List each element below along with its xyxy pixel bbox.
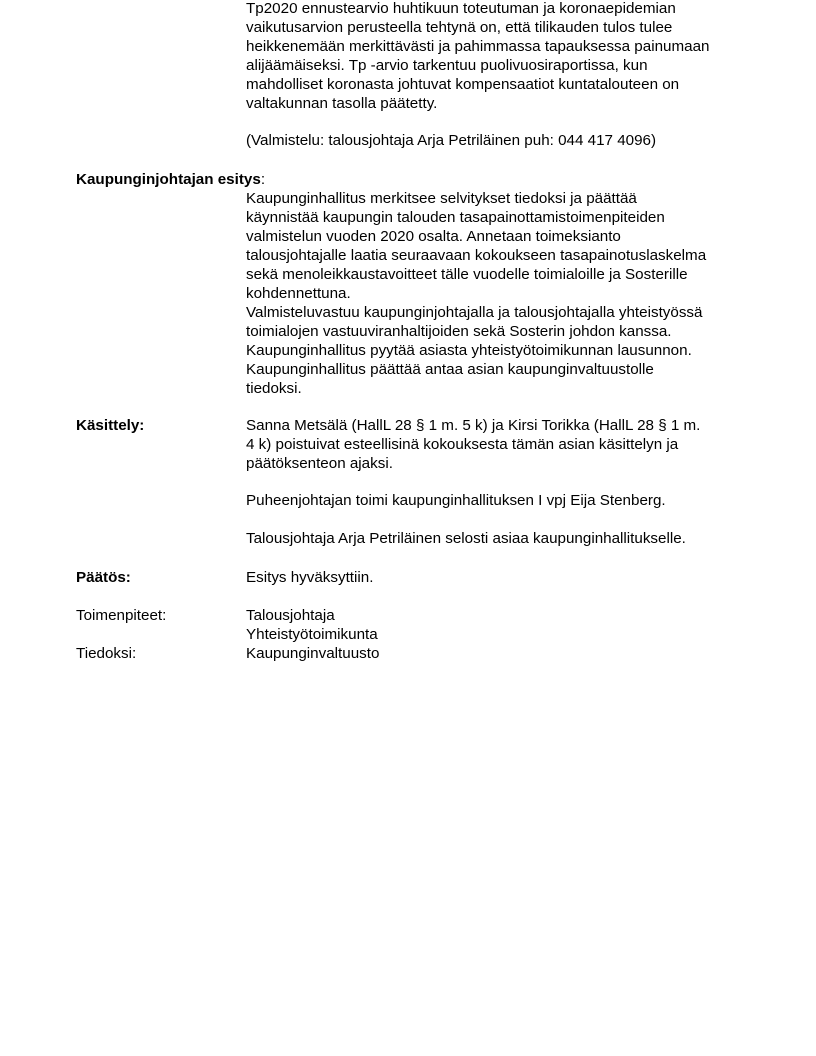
proposal-line: talousjohtajalle laatia seuraavaan kokoukseen tasapainotuslaskelma xyxy=(246,247,707,264)
handling-line: päätöksenteon ajaksi. xyxy=(246,455,393,472)
preparer-text: (Valmistelu: talousjohtaja Arja Petriläinen puh: 044 417 4096) xyxy=(246,132,657,149)
intro-line: mahdolliset koronasta johtuvat kompensaatiot kuntatalouteen on xyxy=(246,76,680,93)
proposal-line: Valmisteluvastuu kaupunginjohtajalla ja talousjohtajalla yhteistyössä xyxy=(246,304,703,321)
preparer-note xyxy=(246,131,746,150)
proposal-label: Kaupunginjohtajan esitys xyxy=(76,171,261,188)
intro-paragraph xyxy=(246,0,746,113)
proposal-line: Kaupunginhallitus pyytää asiasta yhteistyötoimikunnan lausunnon. xyxy=(246,342,692,359)
decision-label-block xyxy=(76,568,246,587)
actions-item: Yhteistyötoimikunta xyxy=(246,626,378,643)
handling-presenter-text: Talousjohtaja Arja Petriläinen selosti asiaa kaupunginhallitukselle. xyxy=(246,530,686,547)
proposal-heading xyxy=(76,170,376,189)
decision-body xyxy=(246,568,746,587)
handling-line: 4 k) poistuivat esteellisinä kokouksesta tämän asian käsittelyn ja xyxy=(246,436,679,453)
actions-label: Toimenpiteet: xyxy=(76,607,167,624)
decision-text: Esitys hyväksyttiin. xyxy=(246,569,374,586)
proposal-line: valmistelun vuoden 2020 osalta. Annetaan toimeksianto xyxy=(246,228,621,245)
intro-line: alijäämäiseksi. Tp -arvio tarkentuu puolivuosiraportissa, kun xyxy=(246,57,648,74)
notify-body xyxy=(246,644,746,663)
handling-label-block xyxy=(76,416,246,435)
actions-item: Talousjohtaja xyxy=(246,607,335,624)
actions-label-block xyxy=(76,606,246,625)
proposal-line: Kaupunginhallitus päättää antaa asian kaupunginvaltuustolle xyxy=(246,361,654,378)
intro-line: valtakunnan tasolla päätetty. xyxy=(246,95,438,112)
intro-line: vaikutusarvion perusteella tehtynä on, että tilikauden tulos tulee xyxy=(246,19,673,36)
proposal-line: Kaupunginhallitus merkitsee selvitykset tiedoksi ja päättää xyxy=(246,190,637,207)
proposal-line: toimialojen vastuuviranhaltijoiden sekä Sosterin johdon kanssa. xyxy=(246,323,672,340)
handling-para-1 xyxy=(246,416,746,473)
actions-list xyxy=(246,606,746,644)
handling-para-2 xyxy=(246,491,746,510)
proposal-line: tiedoksi. xyxy=(246,380,302,397)
handling-para-3 xyxy=(246,529,746,548)
intro-line: Tp2020 ennustearvio huhtikuun toteutuman ja koronaepidemian xyxy=(246,0,676,17)
proposal-line: käynnistää kaupungin talouden tasapainottamistoimenpiteiden xyxy=(246,209,665,226)
proposal-line: kohdennettuna. xyxy=(246,285,351,302)
notify-label-block xyxy=(76,644,246,663)
proposal-label-suffix: : xyxy=(260,171,266,188)
proposal-line: sekä menoleikkaustavoitteet tälle vuodelle toimialoille ja Sosterille xyxy=(246,266,688,283)
proposal-body xyxy=(246,189,746,398)
notify-label: Tiedoksi: xyxy=(76,645,137,662)
handling-line: Sanna Metsälä (HallL 28 § 1 m. 5 k) ja Kirsi Torikka (HallL 28 § 1 m. xyxy=(246,417,701,434)
intro-line: heikkenemään merkittävästi ja pahimmassa tapauksessa painumaan xyxy=(246,38,710,55)
decision-label: Päätös: xyxy=(76,569,131,586)
notify-text: Kaupunginvaltuusto xyxy=(246,645,380,662)
handling-chair-text: Puheenjohtajan toimi kaupunginhallituksen I vpj Eija Stenberg. xyxy=(246,492,666,509)
handling-label: Käsittely: xyxy=(76,417,145,434)
